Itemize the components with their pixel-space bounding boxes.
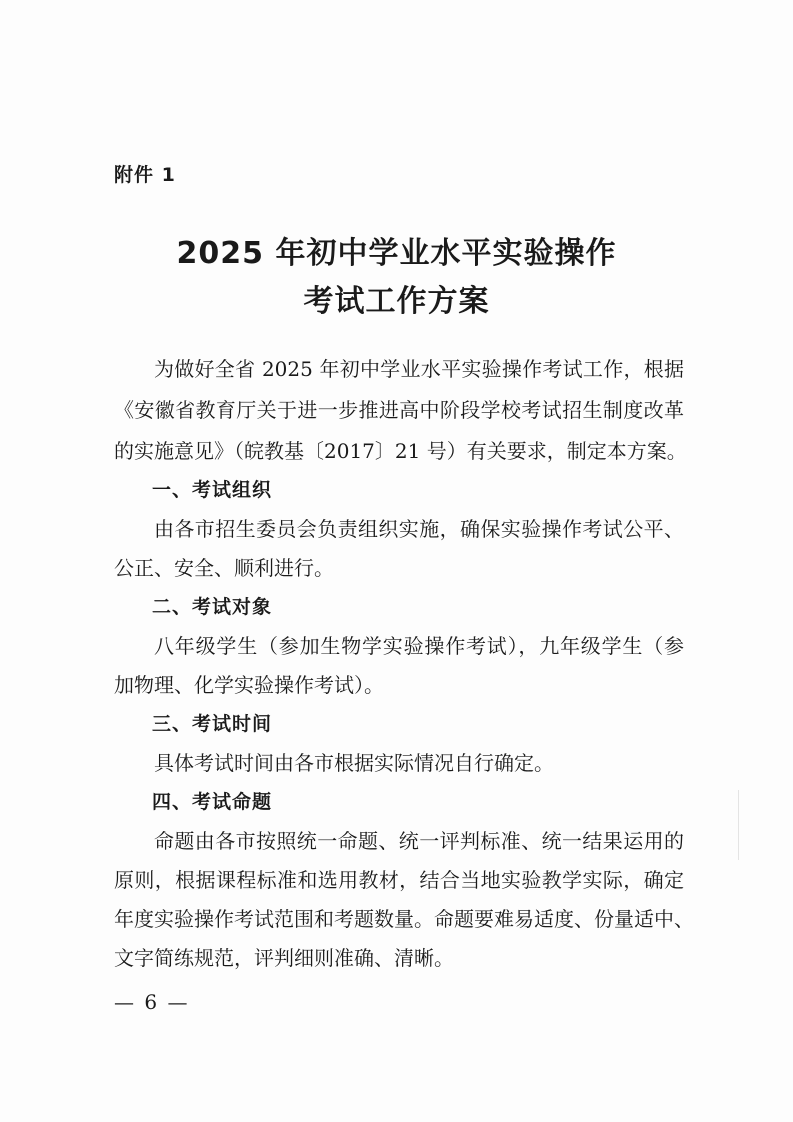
section2-line-1: 八年级学生（参加生物学实验操作考试），九年级学生（参 — [154, 634, 684, 658]
intro-line-1: 为做好全省 2025 年初中学业水平实验操作考试工作，根据 — [154, 357, 684, 381]
section-heading-questions: 四、考试命题 — [152, 791, 273, 813]
section1-line-1: 由各市招生委员会负责组织实施，确保实验操作考试公平、 — [154, 517, 684, 541]
attachment-label: 附件 1 — [114, 164, 176, 186]
intro-line-3: 的实施意见》（皖教基〔2017〕21 号）有关要求，制定本方案。 — [114, 439, 687, 463]
section2-line-2: 加物理、化学实验操作考试）。 — [114, 673, 384, 697]
scan-artifact-line — [738, 790, 739, 860]
section-heading-time: 三、考试时间 — [152, 713, 273, 735]
intro-line-2: 《安徽省教育厅关于进一步推进高中阶段学校考试招生制度改革 — [114, 398, 684, 422]
section3-line-1: 具体考试时间由各市根据实际情况自行确定。 — [154, 751, 554, 775]
document-title-line2: 考试工作方案 — [303, 284, 490, 319]
section4-line-3: 年度实验操作考试范围和考题数量。命题要难易适度、份量适中、 — [114, 907, 694, 931]
section4-line-1: 命题由各市按照统一命题、统一评判标准、统一结果运用的 — [154, 829, 684, 853]
section4-line-4: 文字简练规范，评判细则准确、清晰。 — [114, 946, 454, 970]
section4-line-2: 原则，根据课程标准和选用教材，结合当地实验教学实际，确定 — [114, 868, 684, 892]
section1-line-2: 公正、安全、顺利进行。 — [114, 556, 334, 580]
document-title-line1: 2025 年初中学业水平实验操作 — [176, 236, 617, 271]
section-heading-organization: 一、考试组织 — [152, 479, 273, 501]
section-heading-candidates: 二、考试对象 — [152, 596, 273, 618]
page-number: — 6 — — [114, 990, 190, 1014]
